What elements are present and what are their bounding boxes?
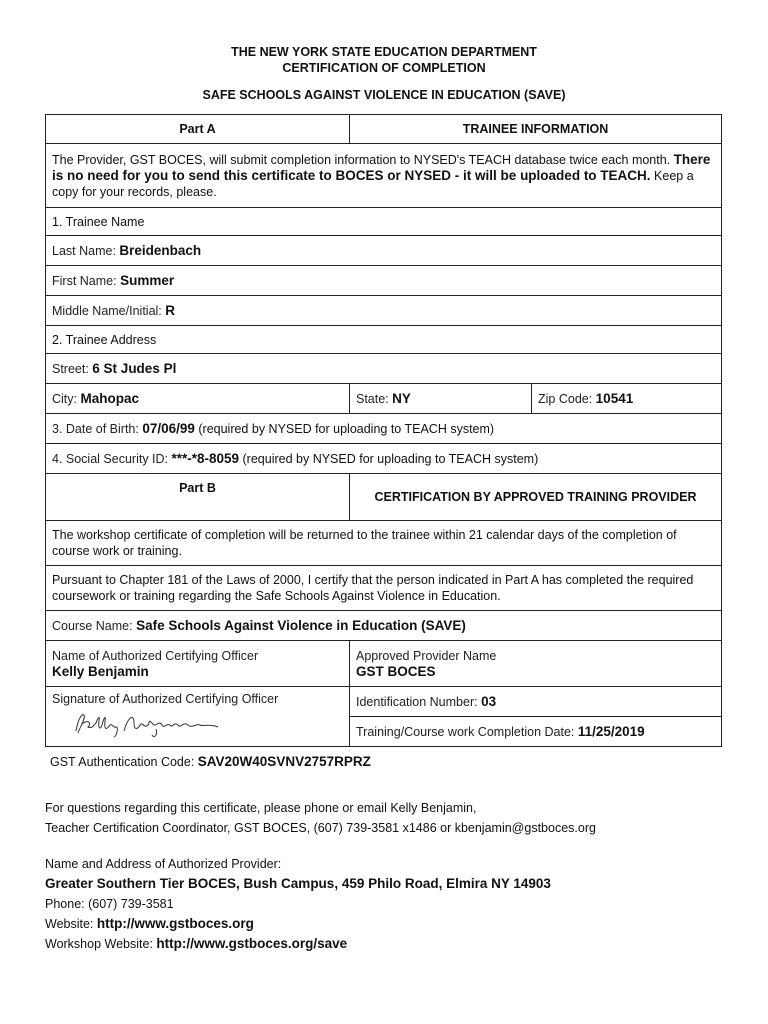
- part-b-title: CERTIFICATION BY APPROVED TRAINING PROVIDER: [350, 474, 722, 521]
- course-value: Safe Schools Against Violence in Education (SAVE): [136, 617, 466, 633]
- officer-cell: [46, 641, 350, 687]
- completion-value: 11/25/2019: [577, 723, 645, 739]
- part-a-label: Part A: [46, 115, 350, 144]
- state-label: State:: [356, 391, 393, 406]
- program-title: SAFE SCHOOLS AGAINST VIOLENCE IN EDUCATION (SAVE): [202, 88, 566, 102]
- street-label: Street:: [52, 361, 93, 376]
- workshop-note: The workshop certificate of completion will be returned to the trainee within 21 calendar days of the completion of course work or training.: [46, 521, 722, 566]
- pursuant-note: Pursuant to Chapter 181 of the Laws of 2000, I certify that the person indicated in Part A has completed the required coursework or training regarding the Safe Schools Against Violence in Education.: [46, 566, 722, 611]
- course-row: [46, 611, 722, 641]
- part-a-notice: [46, 144, 722, 208]
- website-label: Website:: [45, 917, 97, 931]
- notice-end-text: Keep a copy for your records, please.: [52, 168, 694, 199]
- last-name-row: [46, 236, 722, 266]
- workshop-website-row: [45, 934, 551, 954]
- dob-row: [46, 414, 722, 444]
- middle-name-label: Middle Name/Initial:: [52, 303, 166, 318]
- trainee-name-heading: 1. Trainee Name: [46, 208, 722, 236]
- zip-cell: [532, 384, 722, 414]
- zip-label: Zip Code:: [538, 391, 596, 406]
- id-cell: [350, 687, 722, 717]
- provider-cell: [350, 641, 722, 687]
- city-label: City:: [52, 391, 81, 406]
- id-label: Identification Number:: [356, 694, 482, 709]
- auth-code-value: SAV20W40SVNV2757RPRZ: [197, 754, 371, 769]
- part-b-label: Part B: [46, 474, 350, 521]
- part-a-title: TRAINEE INFORMATION: [350, 115, 722, 144]
- street-value: 6 St Judes Pl: [92, 360, 177, 376]
- questions-block: [45, 798, 596, 838]
- provider-address: Greater Southern Tier BOCES, Bush Campus, 459 Philo Road, Elmira NY 14903: [45, 876, 551, 891]
- provider-phone: Phone: (607) 739-3581: [45, 897, 174, 911]
- street-row: [46, 354, 722, 384]
- document-subtitle: CERTIFICATION OF COMPLETION: [282, 61, 486, 75]
- zip-value: 10541: [595, 390, 634, 406]
- provider-website-row: [45, 914, 551, 934]
- workshop-website-link[interactable]: http://www.gstboces.org/save: [156, 936, 348, 951]
- website-link[interactable]: http://www.gstboces.org: [96, 916, 254, 931]
- questions-line-2: Teacher Certification Coordinator, GST BOCES, (607) 739-3581 x1486 or kbenjamin@gstboces.org: [45, 821, 596, 835]
- first-name-row: [46, 266, 722, 296]
- city-cell: [46, 384, 350, 414]
- completion-label: Training/Course work Completion Date:: [356, 724, 578, 739]
- middle-name-value: R: [165, 302, 175, 318]
- officer-label: Name of Authorized Certifying Officer: [52, 648, 259, 663]
- dob-note: (required by NYSED for uploading to TEACH system): [194, 421, 495, 436]
- provider-value: GST BOCES: [356, 663, 436, 679]
- workshop-website-label: Workshop Website:: [45, 937, 157, 951]
- state-value: NY: [392, 390, 411, 406]
- signature-cell: [46, 687, 350, 747]
- ssn-row: [46, 444, 722, 474]
- questions-line-1: For questions regarding this certificate, please phone or email Kelly Benjamin,: [45, 801, 477, 815]
- certificate-form: [45, 114, 722, 747]
- last-name-value: Breidenbach: [119, 242, 202, 258]
- document-title: THE NEW YORK STATE EDUCATION DEPARTMENT: [231, 45, 537, 59]
- ssn-value: ***-*8-8059: [171, 450, 240, 466]
- id-value: 03: [481, 693, 497, 709]
- officer-value: Kelly Benjamin: [52, 663, 149, 679]
- first-name-value: Summer: [120, 272, 175, 288]
- dob-label: 3. Date of Birth:: [52, 421, 143, 436]
- last-name-label: Last Name:: [52, 243, 120, 258]
- signature-image: [68, 709, 238, 739]
- provider-label: Approved Provider Name: [356, 648, 497, 663]
- middle-name-row: [46, 296, 722, 326]
- city-value: Mahopac: [80, 390, 139, 406]
- course-label: Course Name:: [52, 618, 137, 633]
- address-heading: 2. Trainee Address: [46, 326, 722, 354]
- auth-label: GST Authentication Code:: [50, 755, 198, 769]
- ssn-label: 4. Social Security ID:: [52, 451, 172, 466]
- notice-bold-text: There is no need for you to send this certificate to BOCES or NYSED - it will be uploaded to TEACH.: [52, 151, 711, 183]
- authentication-code: [50, 754, 371, 769]
- provider-block: [45, 854, 551, 954]
- completion-cell: [350, 717, 722, 747]
- first-name-label: First Name:: [52, 273, 121, 288]
- dob-value: 07/06/99: [142, 420, 195, 436]
- signature-label: Signature of Authorized Certifying Officer: [52, 692, 279, 706]
- notice-text: The Provider, GST BOCES, will submit completion information to NYSED's TEACH database twice each month.: [52, 152, 674, 167]
- ssn-note: (required by NYSED for uploading to TEACH system): [239, 451, 539, 466]
- provider-heading: Name and Address of Authorized Provider:: [45, 857, 282, 871]
- state-cell: [350, 384, 532, 414]
